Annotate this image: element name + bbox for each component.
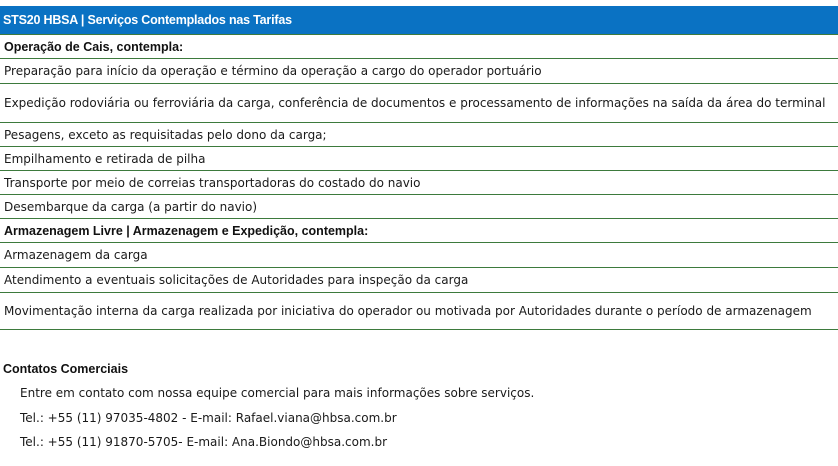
table-row: Desembarque da carga (a partir do navio) — [0, 195, 838, 219]
table-row: Expedição rodoviária ou ferroviária da carga, conferência de documentos e processamento de informações na saída da área do terminal — [0, 84, 838, 123]
contacts-intro: Entre em contato com nossa equipe comercial para mais informações sobre serviços. — [20, 386, 535, 400]
table-row: Preparação para início da operação e término da operação a cargo do operador portuário — [0, 59, 838, 84]
table-row: Movimentação interna da carga realizada por iniciativa do operador ou motivada por Autoridades durante o período de armazenagem — [0, 293, 838, 330]
services-table — [0, 34, 838, 330]
table-header: STS20 HBSA | Serviços Contemplados nas Tarifas — [0, 6, 838, 34]
table-row: Pesagens, exceto as requisitadas pelo dono da carga; — [0, 123, 838, 147]
contacts-title: Contatos Comerciais — [3, 362, 129, 376]
contact-line-ana[interactable]: Tel.: +55 (11) 91870-5705- E-mail: Ana.Biondo@hbsa.com.br — [20, 435, 388, 449]
contact-line-rafael[interactable]: Tel.: +55 (11) 97035-4802 - E-mail: Rafael.viana@hbsa.com.br — [20, 411, 397, 425]
section-heading-armazenagem: Armazenagem Livre | Armazenagem e Expedição, contempla: — [0, 219, 838, 243]
table-row: Empilhamento e retirada de pilha — [0, 147, 838, 171]
section-heading-cais: Operação de Cais, contempla: — [0, 34, 838, 59]
table-row: Atendimento a eventuais solicitações de Autoridades para inspeção da carga — [0, 268, 838, 293]
table-row: Transporte por meio de correias transportadoras do costado do navio — [0, 171, 838, 195]
table-row: Armazenagem da carga — [0, 243, 838, 268]
